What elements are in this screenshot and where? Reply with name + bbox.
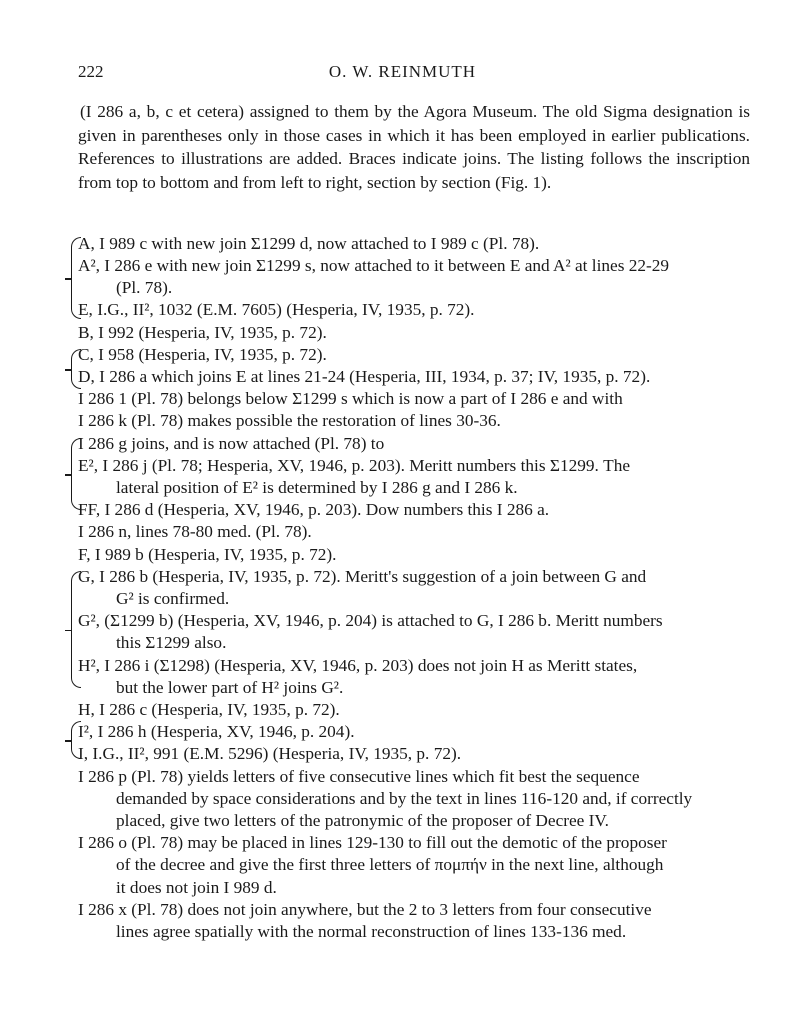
entry-line: H², I 286 i (Σ1298) (Hesperia, XV, 1946, p. 203) does not join H as Meritt states,	[78, 656, 638, 675]
running-title: O. W. REINMUTH	[328, 62, 477, 81]
entry-line: of the decree and give the first three letters of πομπήν in the next line, although	[116, 855, 664, 874]
entry-line: demanded by space considerations and by the text in lines 116-120 and, if correctly	[116, 789, 693, 808]
entry-line: D, I 286 a which joins E at lines 21-24 (Hesperia, III, 1934, p. 37; IV, 1935, p. 72).	[78, 367, 651, 386]
entry-line: I 286 k (Pl. 78) makes possible the restoration of lines 30-36.	[78, 411, 501, 430]
entry-line: lateral position of E² is determined by I 286 g and I 286 k.	[116, 478, 518, 497]
entry-line: FF, I 286 d (Hesperia, XV, 1946, p. 203). Dow numbers this I 286 a.	[78, 500, 550, 519]
page-number: 222	[78, 62, 104, 81]
entry-line: lines agree spatially with the normal reconstruction of lines 133-136 med.	[116, 922, 627, 941]
entry-line: I 286 x (Pl. 78) does not join anywhere, but the 2 to 3 letters from four consecutive	[78, 900, 652, 919]
entry-line: I 286 n, lines 78-80 med. (Pl. 78).	[78, 522, 312, 541]
entry-line: I 286 g joins, and is now attached (Pl. 78) to	[78, 434, 385, 453]
entry-line: A, I 989 c with new join Σ1299 d, now attached to I 989 c (Pl. 78).	[78, 234, 540, 253]
entry-line: (Pl. 78).	[116, 278, 173, 297]
entry-line: I 286 p (Pl. 78) yields letters of five consecutive lines which fit best the sequence	[78, 767, 640, 786]
entry-line: it does not join I 989 d.	[116, 878, 277, 897]
entry-line: E², I 286 j (Pl. 78; Hesperia, XV, 1946, p. 203). Meritt numbers this Σ1299. The	[78, 456, 631, 475]
entry-line: G² is confirmed.	[116, 589, 230, 608]
entry-line: I², I 286 h (Hesperia, XV, 1946, p. 204).	[78, 722, 355, 741]
entry-line: A², I 286 e with new join Σ1299 s, now attached to it between E and A² at lines 22-29	[78, 256, 670, 275]
entry-line: I 286 1 (Pl. 78) belongs below Σ1299 s which is now a part of I 286 e and with	[78, 389, 623, 408]
entry-line: this Σ1299 also.	[116, 633, 227, 652]
intro-text: (I 286 a, b, c et cetera) assigned to them by the Agora Museum. The old Sigma designation is given in parentheses only in those cases in which it has been employed in earlier publications. References to illustrations are added. Braces indicate joins. The listing follows the inscription from top to bottom and from left to right, section by section (Fig. 1).	[78, 102, 750, 192]
entry-line: placed, give two letters of the patronymic of the proposer of Decree IV.	[116, 811, 609, 830]
entry-line: G², (Σ1299 b) (Hesperia, XV, 1946, p. 204) is attached to G, I 286 b. Meritt numbers	[78, 611, 663, 630]
entry-line: but the lower part of H² joins G².	[116, 678, 344, 697]
intro-paragraph	[78, 100, 750, 194]
entry-line: E, I.G., II², 1032 (E.M. 7605) (Hesperia, IV, 1935, p. 72).	[78, 300, 475, 319]
entry-line: C, I 958 (Hesperia, IV, 1935, p. 72).	[78, 345, 327, 364]
entry-line: B, I 992 (Hesperia, IV, 1935, p. 72).	[78, 323, 327, 342]
entry-line: H, I 286 c (Hesperia, IV, 1935, p. 72).	[78, 700, 340, 719]
entry-line: I, I.G., II², 991 (E.M. 5296) (Hesperia, IV, 1935, p. 72).	[78, 744, 462, 763]
entry-line: G, I 286 b (Hesperia, IV, 1935, p. 72). Meritt's suggestion of a join between G and	[78, 567, 647, 586]
entry-line: I 286 o (Pl. 78) may be placed in lines 129-130 to fill out the demotic of the proposer	[78, 833, 667, 852]
entry-line: F, I 989 b (Hesperia, IV, 1935, p. 72).	[78, 545, 337, 564]
